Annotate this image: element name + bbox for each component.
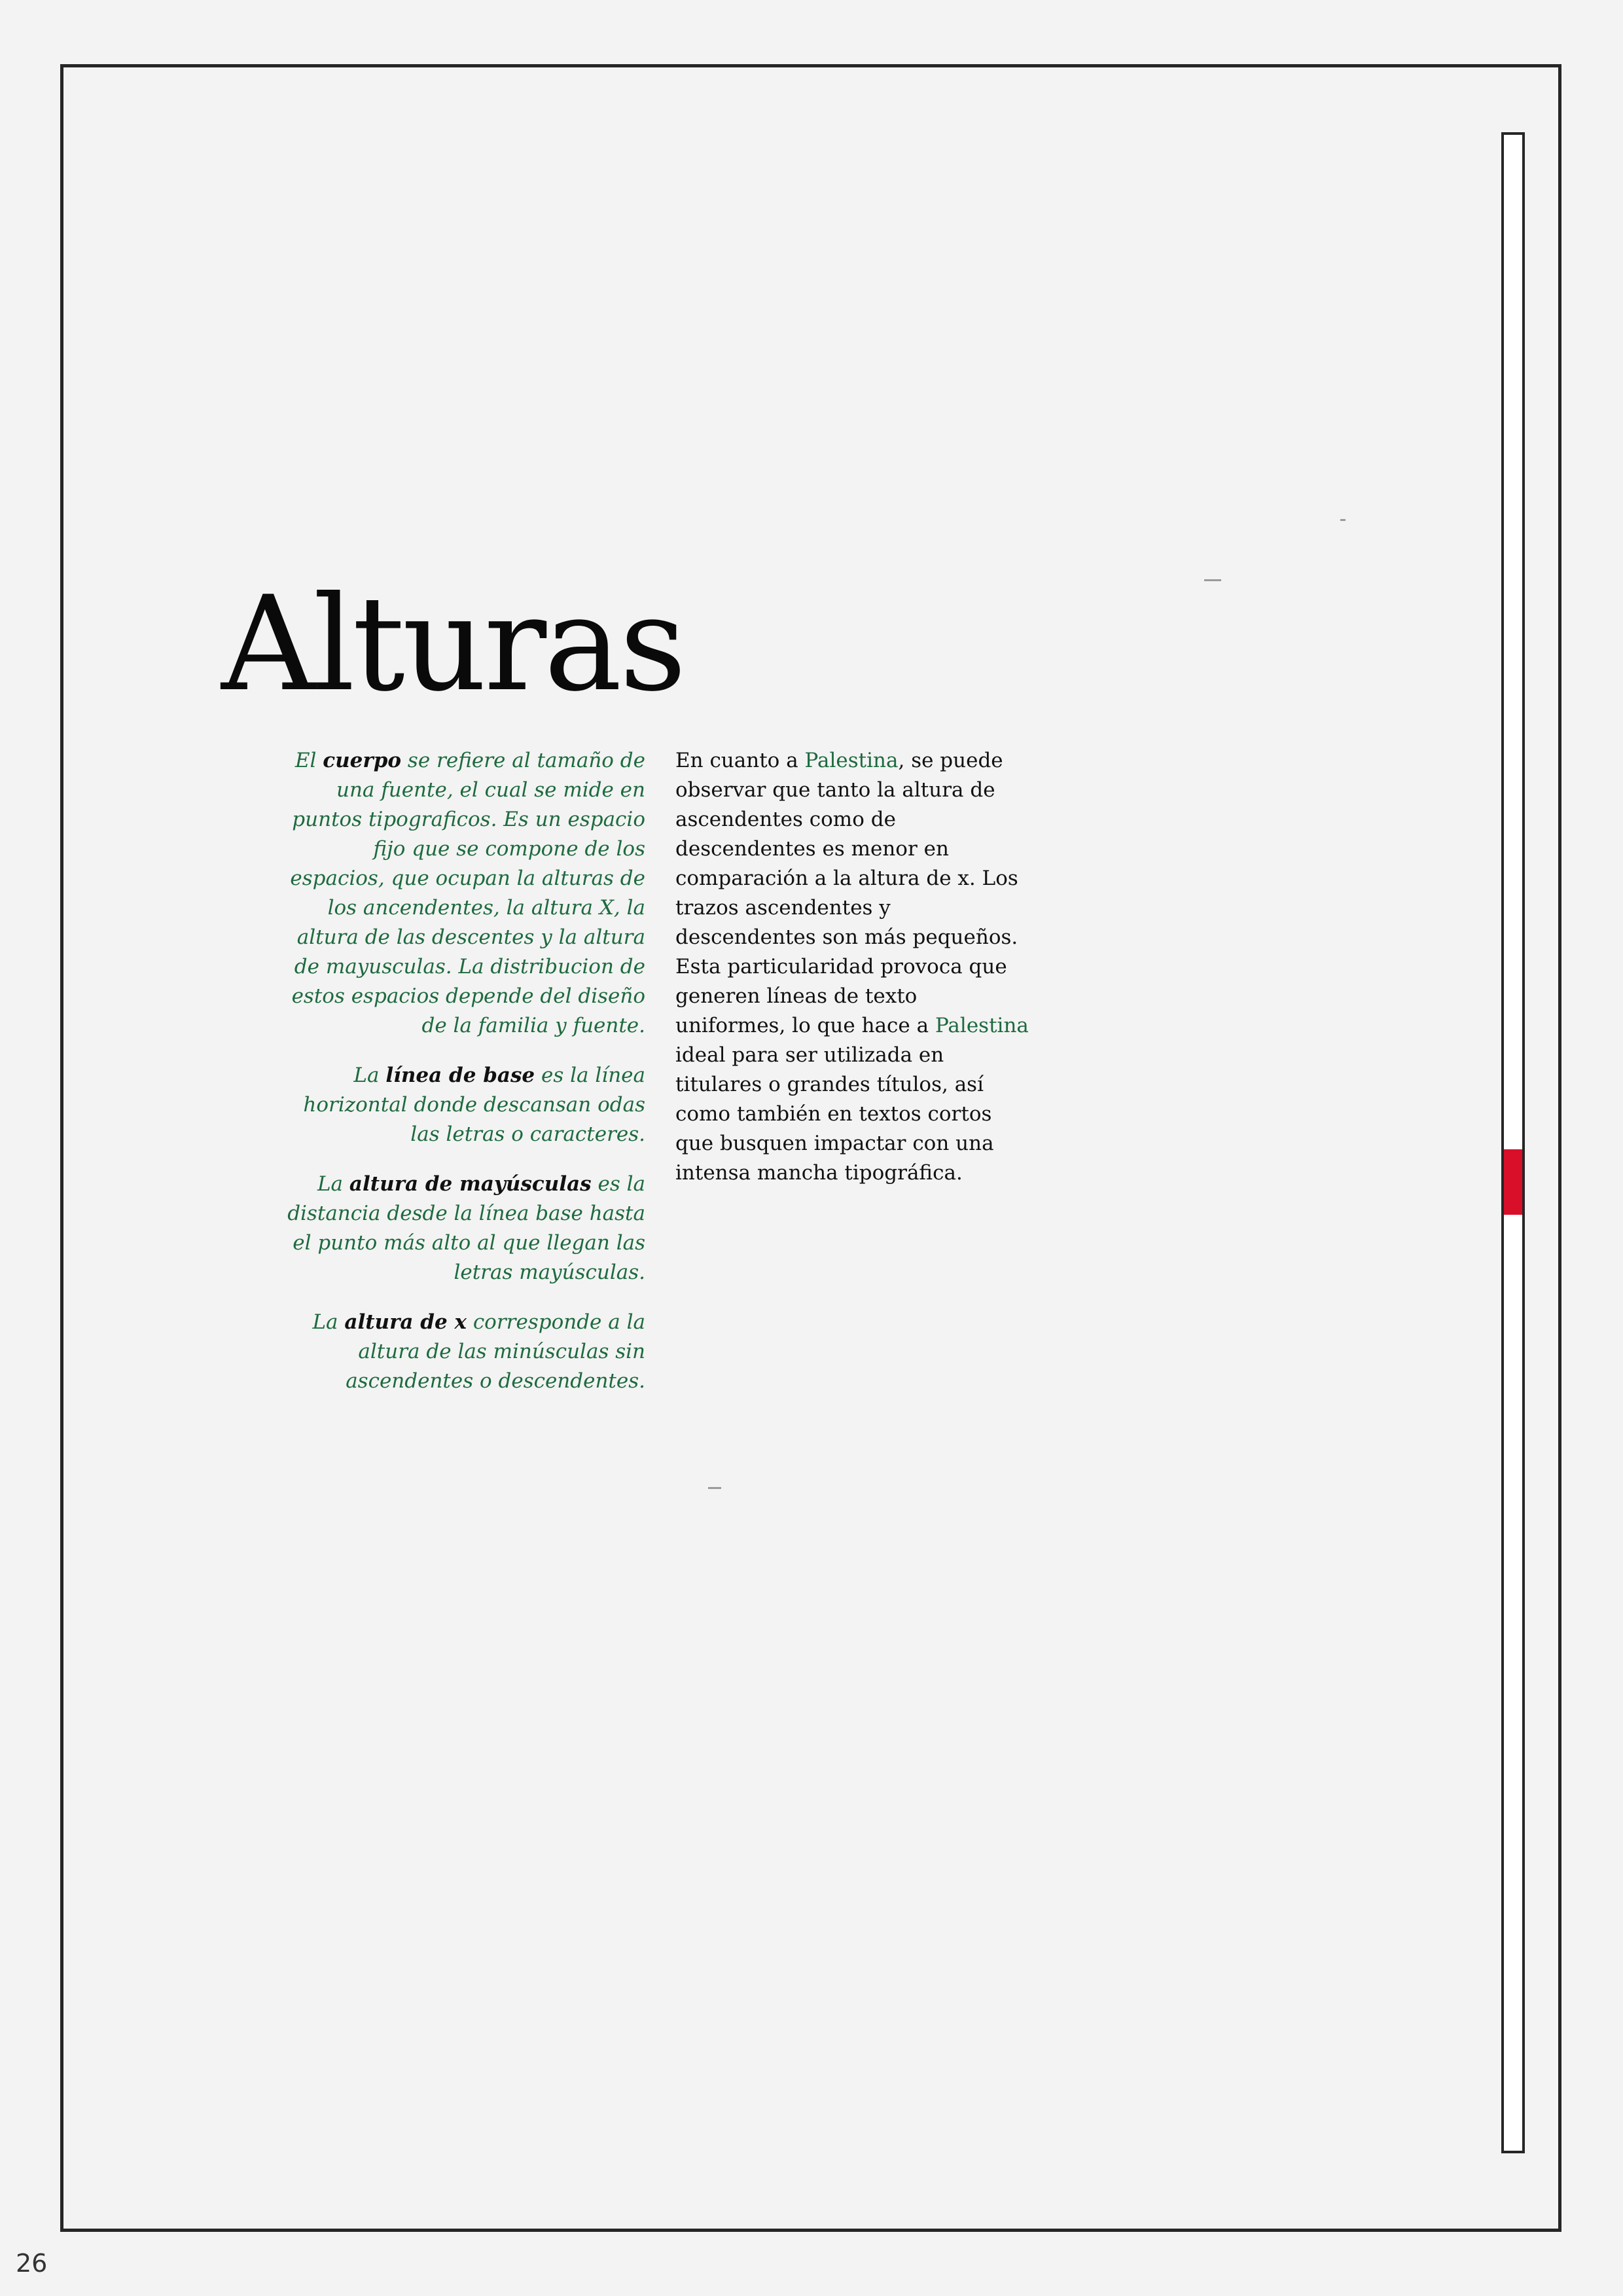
scroll-indicator-track[interactable] — [1501, 132, 1525, 2153]
text-run: La — [317, 1172, 349, 1196]
text-run: es la línea horizontal donde descansan odas las letras o caracteres. — [303, 1064, 645, 1146]
definitions-column — [281, 746, 645, 1416]
page-title: Alturas — [221, 568, 685, 721]
term-cuerpo: cuerpo — [323, 749, 402, 772]
decorative-mark — [708, 1487, 721, 1489]
font-name-highlight: Palestina — [804, 749, 899, 772]
text-run: En cuanto a — [675, 749, 805, 772]
body-paragraph — [675, 746, 1029, 1188]
term-altura-x: altura de x — [344, 1310, 467, 1334]
font-name-highlight: Palestina — [935, 1014, 1029, 1037]
text-run: es la distancia desde la línea base hasta el punto más alto al que llegan las letras mayúsculas. — [287, 1172, 645, 1284]
decorative-mark — [1340, 519, 1346, 521]
text-run: ideal para ser utilizada en titulares o grandes títulos, así como también en textos cortos que busquen impactar con una intensa mancha tipográfica. — [675, 1043, 994, 1185]
decorative-mark — [1204, 579, 1221, 581]
scroll-indicator-thumb[interactable] — [1504, 1149, 1522, 1215]
definition-altura-mayusculas — [281, 1170, 645, 1287]
term-altura-mayusculas: altura de mayúsculas — [349, 1172, 592, 1196]
text-run: se refiere al tamaño de una fuente, el cual se mide en puntos tipograficos. Es un espacio fijo que se compone de los espacios, que ocupan la alturas de los ancendentes, la altura X, la altura de las descentes y la altura de mayusculas. La distribucion de estos espacios depende del diseño de la familia y fuente. — [290, 749, 645, 1037]
term-linea-de-base: línea de base — [385, 1064, 535, 1087]
text-run: El — [294, 749, 323, 772]
definition-altura-x — [281, 1308, 645, 1396]
definition-linea-de-base — [281, 1061, 645, 1149]
text-run: La — [312, 1310, 345, 1334]
page-number: 26 — [16, 2249, 48, 2278]
definition-cuerpo — [281, 746, 645, 1041]
text-run: , se puede observar que tanto la altura de ascendentes como de descendentes es menor en comparación a la altura de x. Los trazos ascendentes y descendentes son más pequeños. Esta particularidad provoca que generen líneas de texto uniformes, lo que hace a — [675, 749, 1018, 1037]
text-run: La — [353, 1064, 386, 1087]
text-run: corresponde a la altura de las minúsculas sin ascendentes o descendentes. — [346, 1310, 645, 1393]
palestina-description — [675, 746, 1029, 1188]
